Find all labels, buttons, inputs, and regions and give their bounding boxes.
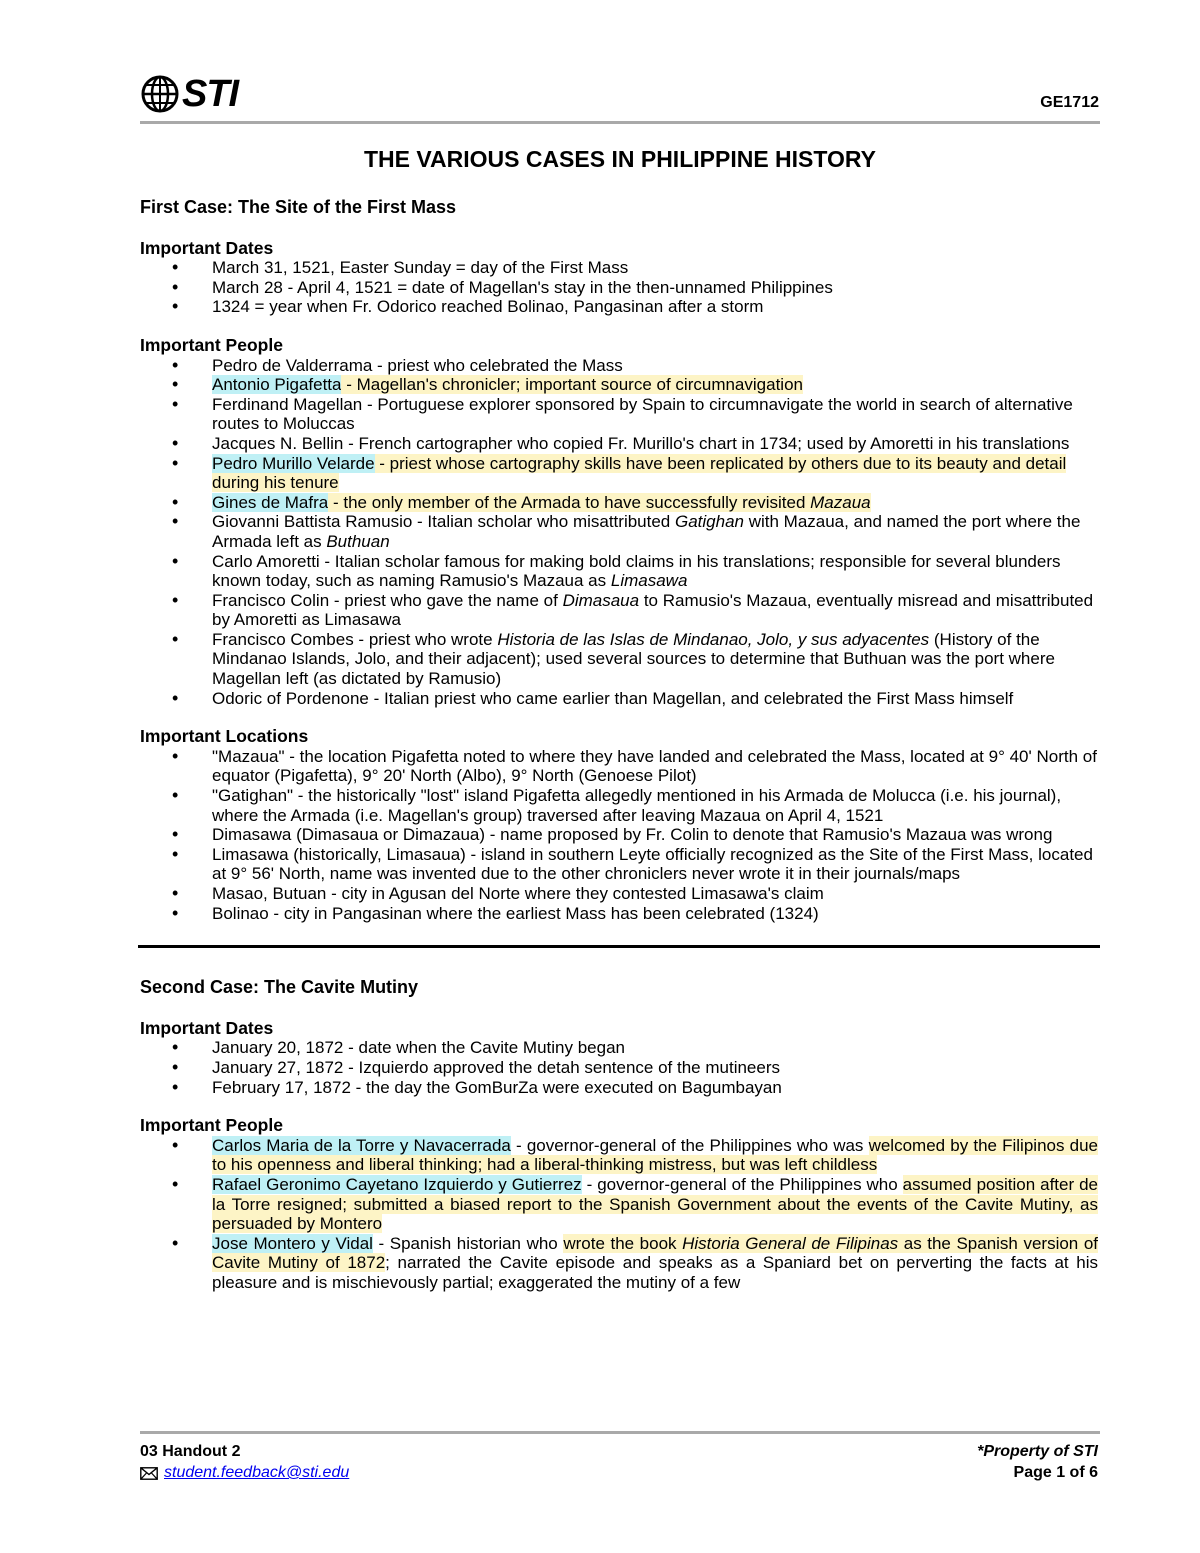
- italic-term: Buthuan: [326, 531, 390, 551]
- text: Carlo Amoretti - Italian scholar famous for making bold claims in his translations; responsible for several blunders known today, such as naming Ramusio's Mazaua as: [212, 551, 1061, 591]
- header-rule: [140, 121, 1100, 124]
- italic-term: Historia General de Filipinas: [682, 1233, 899, 1253]
- italic-term: Limasawa: [610, 571, 688, 591]
- text: - Spanish historian who: [372, 1233, 564, 1253]
- italic-term: Gatighan: [674, 512, 744, 532]
- property-label: *Property of STI: [977, 1443, 1098, 1460]
- list-item: [140, 454, 1098, 493]
- case1-dates-heading: Important Dates: [140, 237, 274, 258]
- case2-people-heading: Important People: [140, 1115, 283, 1136]
- list-item: • Jacques N. Bellin - French cartographer who copied Fr. Murillo's chart in 1734; used by Amoretti in his translations: [140, 434, 1098, 454]
- list-item: • Limasawa (historically, Limasaua) - island in southern Leyte officially recognized as the Site of the First Mass, located at 9° 56' North, name was invented due to the other chroniclers never wrote it in their journals/maps: [140, 845, 1098, 884]
- case2-heading: Second Case: The Cavite Mutiny: [140, 977, 419, 998]
- list-item: [140, 591, 1098, 630]
- handout-label: 03 Handout 2: [140, 1443, 241, 1460]
- highlighted-text: welcomed by the Filipinos due to his openness and liberal thinking; had a liberal-thinking mistress, but was left childless: [212, 1135, 1098, 1175]
- list-item: [140, 1234, 1098, 1293]
- text: - governor-general of the Philippines who: [581, 1174, 903, 1194]
- text: Francisco Colin - priest who gave the name of: [212, 590, 563, 610]
- case1-people-list: [140, 356, 1098, 709]
- list-item: [140, 375, 1098, 395]
- list-item: [140, 1175, 1098, 1234]
- text: ; narrated the Cavite episode and speaks as a Spaniard bet on perverting the facts at his pleasure and is mischievously partial; exaggerated the mutiny of a few: [212, 1253, 1099, 1292]
- list-item: • Masao, Butuan - city in Agusan del Norte where they contested Limasawa's claim: [140, 884, 1098, 904]
- highlighted-text: wrote the book: [563, 1233, 683, 1253]
- italic-term: Historia de las Islas de Mindanao, Jolo, y sus adyacentes: [497, 629, 930, 649]
- list-item: [140, 552, 1098, 591]
- text: (History of the Mindanao Islands, Jolo, and their adjacent); used several sources to determine that Buthuan was the port where Magellan left (as dictated by Ramusio): [212, 629, 1055, 689]
- case1-people-heading: Important People: [140, 334, 283, 355]
- list-item: • "Gatighan" - the historically "lost" island Pigafetta allegedly mentioned in his Armada de Molucca (i.e. his journal), where the Armada (i.e. Magellan's group) traversed after leaving Mazaua on April 4, 1521: [140, 786, 1098, 825]
- separator: -: [341, 375, 357, 395]
- list-item: • March 31, 1521, Easter Sunday = day of the First Mass: [140, 258, 1098, 278]
- case2-dates-heading: Important Dates: [140, 1017, 274, 1038]
- case1-dates-list: [140, 258, 1098, 317]
- text: with Mazaua, and named the port where the Armada left as: [212, 512, 1081, 551]
- list-item: • Ferdinand Magellan - Portuguese explorer sponsored by Spain to circumnavigate the world in search of alternative routes to Moluccas: [140, 395, 1098, 434]
- separator: -: [374, 453, 390, 473]
- list-item: • Pedro de Valderrama - priest who celebrated the Mass: [140, 356, 1098, 376]
- page-title: THE VARIOUS CASES IN PHILIPPINE HISTORY: [363, 146, 877, 172]
- list-item: • Dimasawa (Dimasaua or Dimazaua) - name proposed by Fr. Colin to denote that Ramusio's Mazaua was wrong: [140, 825, 1098, 845]
- case2-people-list: [140, 1136, 1098, 1293]
- italic-term: Mazaua: [810, 492, 871, 512]
- logo-text: STI: [182, 72, 239, 115]
- list-item: [140, 630, 1098, 689]
- list-item: • March 28 - April 4, 1521 = date of Magellan's stay in the then-unnamed Philippines: [140, 278, 1098, 298]
- case1-heading: First Case: The Site of the First Mass: [140, 197, 457, 217]
- list-item: • 1324 = year when Fr. Odorico reached Bolinao, Pangasinan after a storm: [140, 297, 1098, 317]
- globe-icon: [140, 74, 180, 114]
- person-name: Pedro Murillo Velarde: [212, 453, 375, 473]
- envelope-icon: [140, 1467, 158, 1480]
- sti-logo: [140, 74, 238, 114]
- case1-locations-list: [140, 747, 1098, 923]
- course-code: GE1712: [1040, 94, 1099, 111]
- list-item: [140, 493, 1098, 513]
- case1-locations-heading: Important Locations: [140, 726, 309, 747]
- list-item: • Odoric of Pordenone - Italian priest who came earlier than Magellan, and celebrated the First Mass himself: [140, 689, 1098, 709]
- list-item: [140, 1136, 1098, 1175]
- person-desc: Magellan's chronicler; important source of circumnavigation: [356, 375, 803, 395]
- case2-dates-list: [140, 1038, 1098, 1097]
- list-item: [140, 512, 1098, 551]
- person-name: Rafael Geronimo Cayetano Izquierdo y Gutierrez: [212, 1174, 582, 1194]
- text: Giovanni Battista Ramusio - Italian scholar who misattributed: [212, 512, 675, 532]
- person-name: Carlos Maria de la Torre y Navacerrada: [212, 1135, 511, 1155]
- highlighted-text: as the Spanish version of Cavite Mutiny of 1872: [212, 1233, 1098, 1273]
- person-desc: priest whose cartography skills have been replicated by others due to its beauty and detail during his tenure: [212, 453, 1067, 493]
- section-divider: [138, 945, 1100, 948]
- italic-term: Dimasaua: [562, 590, 640, 610]
- person-name: Antonio Pigafetta: [212, 375, 342, 395]
- text: Francisco Combes - priest who wrote: [212, 629, 498, 649]
- person-name: Gines de Mafra: [212, 492, 329, 512]
- person-desc: the only member of the Armada to have successfully revisited: [343, 492, 811, 512]
- main-content: [140, 198, 1098, 1312]
- feedback-email-link[interactable]: student.feedback@sti.edu: [164, 1464, 350, 1481]
- feedback-line: [140, 1464, 349, 1482]
- list-item: • February 17, 1872 - the day the GomBurZa were executed on Bagumbayan: [140, 1078, 1098, 1098]
- list-item: • "Mazaua" - the location Pigafetta noted to where they have landed and celebrated the Mass, located at 9° 40' North of equator (Pigafetta), 9° 20' North (Albo), 9° North (Genoese Pilot): [140, 747, 1098, 786]
- page-number: Page 1 of 6: [1013, 1464, 1098, 1481]
- text: - governor-general of the Philippines who was: [510, 1135, 869, 1155]
- list-item: • January 27, 1872 - Izquierdo approved the detah sentence of the mutineers: [140, 1058, 1098, 1078]
- footer-rule: [140, 1431, 1100, 1434]
- highlighted-text: assumed position after de la Torre resigned; submitted a biased report to the Spanish Government about the events of the Cavite Mutiny, as persuaded by Montero: [212, 1174, 1099, 1234]
- person-name: Jose Montero y Vidal: [212, 1233, 373, 1253]
- list-item: • January 20, 1872 - date when the Cavite Mutiny began: [140, 1038, 1098, 1058]
- separator: -: [328, 492, 344, 512]
- text: to Ramusio's Mazaua, eventually misread and misattributed by Amoretti as Limasawa: [212, 590, 1094, 630]
- list-item: • Bolinao - city in Pangasinan where the earliest Mass has been celebrated (1324): [140, 904, 1098, 924]
